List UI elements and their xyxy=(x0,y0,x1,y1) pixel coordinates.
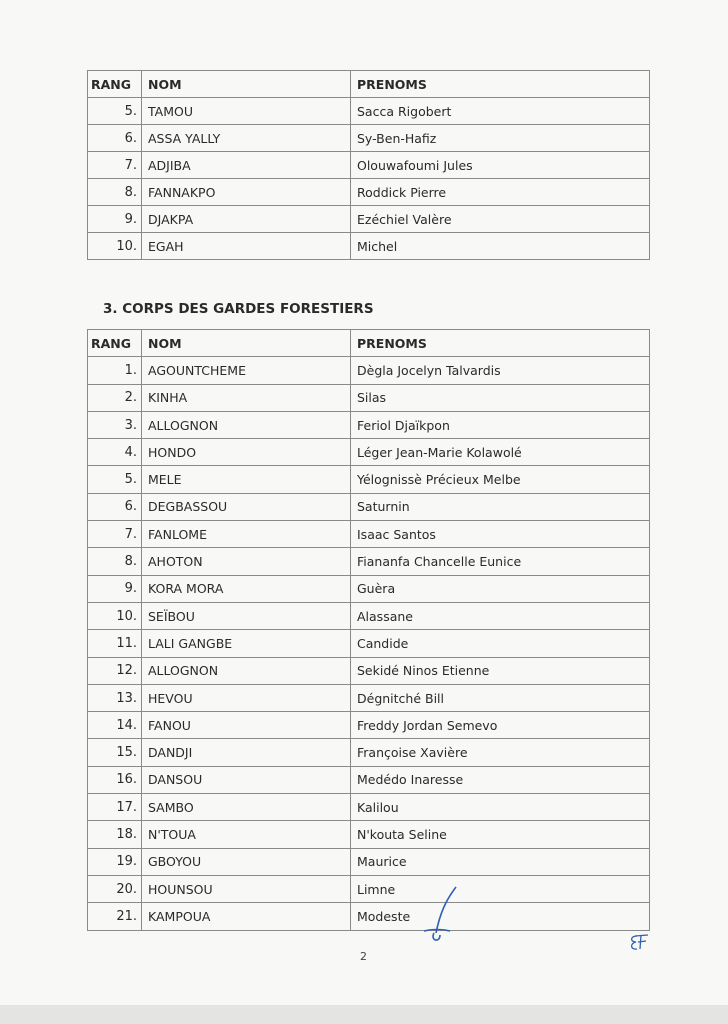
prenoms-cell: Kalilou xyxy=(351,794,650,821)
rang-cell: 10. xyxy=(88,233,142,260)
prenoms-cell: Michel xyxy=(351,233,650,260)
prenoms-cell: Alassane xyxy=(351,602,650,629)
rang-cell: 18. xyxy=(88,821,142,848)
rang-cell: 11. xyxy=(88,630,142,657)
nom-cell: ALLOGNON xyxy=(142,657,351,684)
rang-cell: 9. xyxy=(88,575,142,602)
rang-cell: 5. xyxy=(88,466,142,493)
initials-signature xyxy=(628,932,650,952)
prenoms-cell: N'kouta Seline xyxy=(351,821,650,848)
prenoms-cell: Sacca Rigobert xyxy=(351,98,650,125)
table-row xyxy=(88,206,650,233)
rang-cell: 21. xyxy=(88,903,142,930)
signature-mark xyxy=(418,885,468,945)
header-prenoms: PRENOMS xyxy=(351,330,650,357)
table-row xyxy=(88,903,650,930)
prenoms-cell: Feriol Djaïkpon xyxy=(351,411,650,438)
rang-cell: 6. xyxy=(88,493,142,520)
page-number: 2 xyxy=(360,950,367,963)
section-title: 3. CORPS DES GARDES FORESTIERS xyxy=(103,301,374,317)
rang-cell: 19. xyxy=(88,848,142,875)
prenoms-cell: Dègla Jocelyn Talvardis xyxy=(351,357,650,384)
table-gardes-forestiers xyxy=(87,329,650,931)
rang-cell: 8. xyxy=(88,179,142,206)
table-row xyxy=(88,575,650,602)
nom-cell: N'TOUA xyxy=(142,821,351,848)
rang-cell: 20. xyxy=(88,875,142,902)
rang-cell: 17. xyxy=(88,794,142,821)
table-row xyxy=(88,411,650,438)
nom-cell: DJAKPA xyxy=(142,206,351,233)
rang-cell: 9. xyxy=(88,206,142,233)
prenoms-cell: Modeste xyxy=(351,903,650,930)
table-row xyxy=(88,875,650,902)
prenoms-cell: Sy-Ben-Hafiz xyxy=(351,125,650,152)
nom-cell: KORA MORA xyxy=(142,575,351,602)
nom-cell: ASSA YALLY xyxy=(142,125,351,152)
prenoms-cell: Ezéchiel Valère xyxy=(351,206,650,233)
table-continued xyxy=(87,70,650,260)
nom-cell: KAMPOUA xyxy=(142,903,351,930)
table-row xyxy=(88,357,650,384)
table-row xyxy=(88,848,650,875)
nom-cell: SAMBO xyxy=(142,794,351,821)
prenoms-cell: Léger Jean-Marie Kolawolé xyxy=(351,439,650,466)
nom-cell: FANNAKPO xyxy=(142,179,351,206)
prenoms-cell: Guèra xyxy=(351,575,650,602)
prenoms-cell: Yélognissè Précieux Melbe xyxy=(351,466,650,493)
prenoms-cell: Maurice xyxy=(351,848,650,875)
nom-cell: EGAH xyxy=(142,233,351,260)
header-nom: NOM xyxy=(142,330,351,357)
prenoms-cell: Dégnitché Bill xyxy=(351,684,650,711)
prenoms-cell: Fiananfa Chancelle Eunice xyxy=(351,548,650,575)
header-prenoms: PRENOMS xyxy=(351,71,650,98)
nom-cell: HONDO xyxy=(142,439,351,466)
rang-cell: 8. xyxy=(88,548,142,575)
table-row xyxy=(88,766,650,793)
rang-cell: 14. xyxy=(88,712,142,739)
rang-cell: 3. xyxy=(88,411,142,438)
table-row xyxy=(88,684,650,711)
table-row xyxy=(88,152,650,179)
table-row xyxy=(88,125,650,152)
rang-cell: 15. xyxy=(88,739,142,766)
scan-edge xyxy=(0,1005,728,1024)
rang-cell: 12. xyxy=(88,657,142,684)
rang-cell: 7. xyxy=(88,152,142,179)
table-row xyxy=(88,98,650,125)
table-row xyxy=(88,821,650,848)
table-row xyxy=(88,384,650,411)
prenoms-cell: Candide xyxy=(351,630,650,657)
table-row xyxy=(88,179,650,206)
rang-cell: 16. xyxy=(88,766,142,793)
table-row xyxy=(88,712,650,739)
prenoms-cell: Medédo Inaresse xyxy=(351,766,650,793)
prenoms-cell: Françoise Xavière xyxy=(351,739,650,766)
table-row xyxy=(88,439,650,466)
nom-cell: ADJIBA xyxy=(142,152,351,179)
table-header-row xyxy=(88,330,650,357)
prenoms-cell: Sekidé Ninos Etienne xyxy=(351,657,650,684)
table-row xyxy=(88,233,650,260)
table-row xyxy=(88,602,650,629)
initials-mark xyxy=(628,932,650,956)
rang-cell: 5. xyxy=(88,98,142,125)
nom-cell: FANOU xyxy=(142,712,351,739)
rang-cell: 1. xyxy=(88,357,142,384)
nom-cell: FANLOME xyxy=(142,521,351,548)
table-row xyxy=(88,657,650,684)
nom-cell: TAMOU xyxy=(142,98,351,125)
nom-cell: DANDJI xyxy=(142,739,351,766)
rang-cell: 10. xyxy=(88,602,142,629)
rang-cell: 13. xyxy=(88,684,142,711)
nom-cell: AGOUNTCHEME xyxy=(142,357,351,384)
table-row xyxy=(88,466,650,493)
prenoms-cell: Isaac Santos xyxy=(351,521,650,548)
nom-cell: GBOYOU xyxy=(142,848,351,875)
rang-cell: 7. xyxy=(88,521,142,548)
table-row xyxy=(88,493,650,520)
table-row xyxy=(88,739,650,766)
prenoms-cell: Freddy Jordan Semevo xyxy=(351,712,650,739)
nom-cell: DANSOU xyxy=(142,766,351,793)
prenoms-cell: Olouwafoumi Jules xyxy=(351,152,650,179)
nom-cell: MELE xyxy=(142,466,351,493)
prenoms-cell: Saturnin xyxy=(351,493,650,520)
table-header-row xyxy=(88,71,650,98)
nom-cell: ALLOGNON xyxy=(142,411,351,438)
table-row xyxy=(88,548,650,575)
rang-cell: 6. xyxy=(88,125,142,152)
header-nom: NOM xyxy=(142,71,351,98)
nom-cell: AHOTON xyxy=(142,548,351,575)
header-rang: RANG xyxy=(88,330,142,357)
nom-cell: HOUNSOU xyxy=(142,875,351,902)
prenoms-cell: Silas xyxy=(351,384,650,411)
nom-cell: SEÏBOU xyxy=(142,602,351,629)
prenoms-cell: Roddick Pierre xyxy=(351,179,650,206)
table-row xyxy=(88,521,650,548)
nom-cell: LALI GANGBE xyxy=(142,630,351,657)
table-row xyxy=(88,794,650,821)
nom-cell: DEGBASSOU xyxy=(142,493,351,520)
rang-cell: 2. xyxy=(88,384,142,411)
rang-cell: 4. xyxy=(88,439,142,466)
header-rang: RANG xyxy=(88,71,142,98)
nom-cell: KINHA xyxy=(142,384,351,411)
prenoms-cell: Limne xyxy=(351,875,650,902)
nom-cell: HEVOU xyxy=(142,684,351,711)
table-row xyxy=(88,630,650,657)
